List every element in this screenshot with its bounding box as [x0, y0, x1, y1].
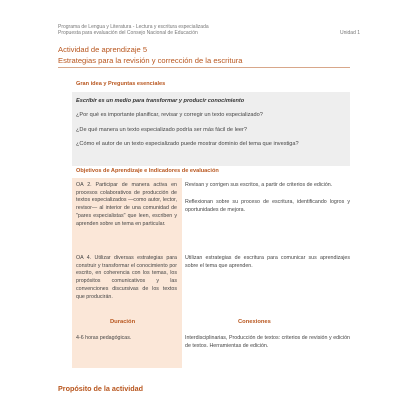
objective-oa4: OA 4. Utilizar diversas estrategias para construir y transformar el conocimiento por escrito, en coherencia con los temas, los propósitos comunicativos y las convenciones discursivas de los textos que producirán.	[76, 255, 177, 300]
essential-question: ¿De qué manera un texto especializado podría ser más fácil de leer?	[76, 127, 248, 133]
connections-heading: Conexiones	[238, 319, 271, 325]
big-ideas-heading: Gran idea y Preguntas esenciales	[76, 81, 166, 87]
indicator-item: Reflexionan sobre su proceso de escritura, identificando logros y oportunidades de mejora.	[185, 199, 350, 213]
activity-title: Actividad de aprendizaje 5	[58, 45, 148, 54]
header-proposal-line: Propuesta para evaluación del Consejo Nacional de Educación	[58, 30, 198, 36]
header-program-line: Programa de Lengua y Literatura - Lectura y escritura especializada	[58, 24, 209, 30]
essential-question: ¿Cómo el autor de un texto especializado puede mostrar dominio del tema que investiga?	[76, 141, 299, 147]
duration-value: 4-6 horas pedagógicas.	[76, 335, 132, 341]
indicator-item: Revisan y corrigen sus escritos, a partir de criterios de edición.	[185, 182, 333, 188]
unit-label: Unidad 1	[340, 30, 361, 36]
purpose-heading: Propósito de la actividad	[58, 384, 144, 393]
connections-value: Interdisciplinarias, Producción de textos: criterios de revisión y edición de textos. Herramientas de edición.	[185, 335, 350, 349]
indicator-item: Utilizan estrategias de escritura para comunicar sus aprendizajes sobre el tema que aprenden.	[185, 255, 350, 269]
activity-subtitle: Estrategias para la revisión y corrección de la escritura	[58, 56, 243, 65]
document-header	[58, 24, 361, 36]
objectives-heading: Objetivos de Aprendizaje e Indicadores de evaluación	[76, 168, 219, 174]
objective-oa2: OA 2. Participar de manera activa en procesos colaborativos de producción de textos especializados —como autor, lector, revisor— al interior de una comunidad de "pares especialistas" que leen, escriben y aprenden sobre un tema en particular.	[76, 182, 177, 227]
duration-heading: Duración	[110, 319, 136, 325]
title-divider	[58, 67, 350, 68]
essential-question: ¿Por qué es importante planificar, revisar y corregir un texto especializado?	[76, 112, 263, 118]
big-idea-statement: Escribir es un medio para transformar y producir conocimiento	[76, 98, 245, 104]
